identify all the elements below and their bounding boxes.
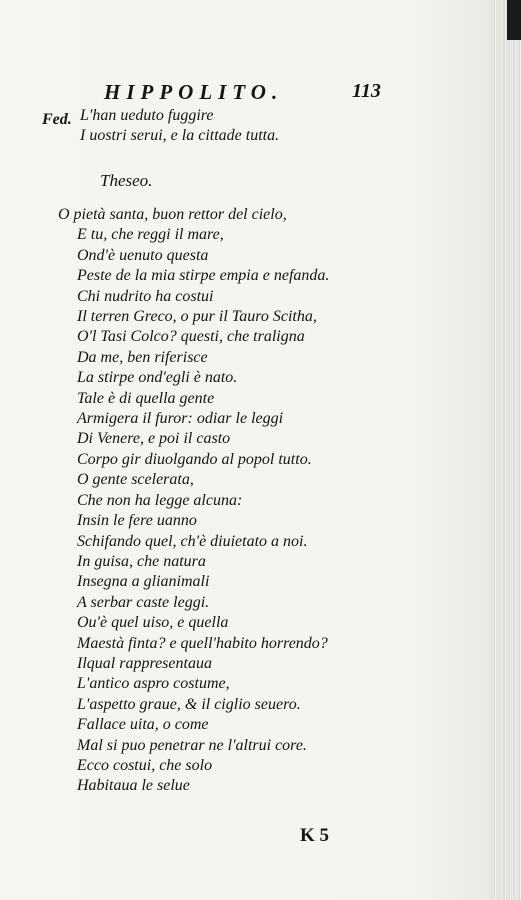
page-header xyxy=(104,80,404,106)
verse-line: Corpo gir diuolgando al popol tutto. xyxy=(77,450,312,468)
verse-line: Insegna a glianimali xyxy=(77,573,210,591)
verse-line: Chi nudrito ha costui xyxy=(77,287,214,305)
verse-line: O'l Tasi Colco? questi, che traligna xyxy=(77,328,305,346)
verse-line: E tu, che reggi il mare, xyxy=(77,226,224,244)
running-title: HIPPOLITO. xyxy=(104,80,284,104)
page-corner-shadow xyxy=(507,0,521,40)
verse-line: A serbar caste leggi. xyxy=(77,593,210,611)
verse-line: O gente scelerata, xyxy=(77,471,194,489)
signature-mark: K 5 xyxy=(300,825,330,846)
verse-line: L'aspetto graue, & il ciglio seuero. xyxy=(77,695,301,713)
verse-line: Insin le fere uanno xyxy=(77,512,197,530)
verse-line: L'han ueduto fuggire xyxy=(80,107,214,124)
verse-line: Il terren Greco, o pur il Tauro Scitha, xyxy=(77,308,317,326)
section-heading: Theseo. xyxy=(100,171,153,190)
page-edge-gutter xyxy=(491,0,521,900)
verse-line: Tale è di quella gente xyxy=(77,389,215,407)
verse-line: Ecco costui, che solo xyxy=(77,756,213,774)
verse-line: Che non ha legge alcuna: xyxy=(77,491,243,509)
page-number: 113 xyxy=(352,80,381,102)
verse-line: I uostri serui, e la cittade tutta. xyxy=(80,127,280,145)
opening-lines xyxy=(80,106,279,147)
verse-line: Maestà finta? e quell'habito horrendo? xyxy=(77,634,328,652)
verse-line: Peste de la mia stirpe empia e nefanda. xyxy=(77,267,330,285)
verse-block xyxy=(58,205,329,797)
verse-line: Ond'è uenuto questa xyxy=(77,246,209,264)
speaker-label: Fed. xyxy=(42,111,72,128)
verse-line: L'antico aspro costume, xyxy=(77,675,230,693)
verse-line: Mal si puo penetrar ne l'altrui core. xyxy=(77,736,307,754)
verse-line: Fallace uita, o come xyxy=(77,716,209,734)
verse-line: Armigera il furor: odiar le leggi xyxy=(77,410,284,428)
verse-line: In guisa, che natura xyxy=(77,552,206,570)
verse-line: Da me, ben riferisce xyxy=(77,348,208,366)
verse-line: Di Venere, e poi il casto xyxy=(77,430,231,448)
verse-line: Schifando quel, ch'è diuietato a noi. xyxy=(77,532,308,550)
verse-line: La stirpe ond'egli è nato. xyxy=(77,369,238,387)
verse-line: O pietà santa, buon rettor del cielo, xyxy=(58,206,287,223)
verse-line: Ilqual rappresentaua xyxy=(77,654,212,672)
verse-line: Habitaua le selue xyxy=(77,777,190,795)
verse-line: Ou'è quel uiso, e quella xyxy=(77,614,229,632)
